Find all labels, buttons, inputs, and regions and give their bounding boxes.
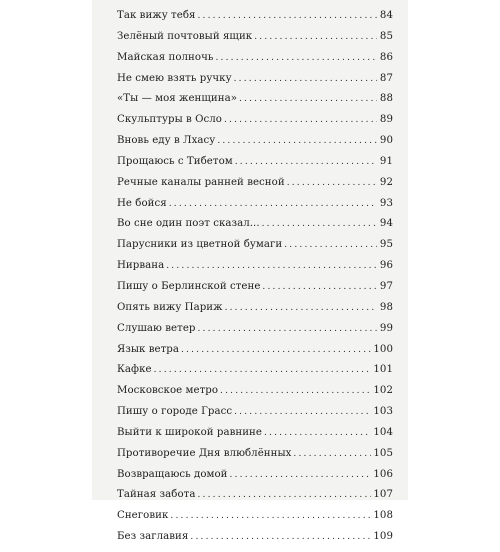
toc-entry-title: Во сне один поэт сказал...: [117, 218, 260, 230]
toc-entry: [117, 302, 393, 323]
toc-entry-page: 96: [379, 260, 393, 272]
toc-entry-title: Слушаю ветер: [117, 322, 196, 334]
toc-entry-page: 109: [373, 531, 393, 543]
toc-entry-title: Скульптуры в Осло: [117, 114, 222, 126]
toc-entry-leader: [190, 532, 371, 542]
toc-entry-title: Язык ветра: [117, 343, 179, 355]
toc-entry-page: 95: [379, 239, 393, 251]
toc-entry-page: 99: [379, 322, 393, 334]
toc-entry-leader: [262, 282, 377, 292]
toc-entry-leader: [287, 178, 377, 188]
toc-entry-leader: [264, 428, 371, 438]
toc-entry-title: Зелёный почтовый ящик: [117, 30, 253, 42]
toc-entry: [117, 198, 393, 219]
toc-entry-leader: [217, 136, 377, 146]
toc-entry-title: Не смею взять ручку: [117, 72, 232, 84]
toc-entry-title: Опять вижу Париж: [117, 301, 223, 313]
toc-entry-leader: [262, 219, 377, 229]
toc-entry: [117, 364, 393, 385]
toc-entry-page: 86: [379, 51, 393, 63]
toc-entry-page: 102: [373, 385, 393, 397]
toc-entry: [117, 427, 393, 448]
toc-entry-page: 91: [379, 155, 393, 167]
toc-entry-title: Речные каналы ранней весной: [117, 176, 285, 188]
toc-entry-leader: [170, 511, 371, 521]
toc-entry-leader: [239, 94, 377, 104]
toc-entry-page: 101: [373, 364, 393, 376]
toc-entry-leader: [197, 11, 377, 21]
toc-entry: [117, 31, 393, 52]
toc-entry: [117, 385, 393, 406]
toc-entry: [117, 510, 393, 531]
toc-entry-page: 106: [373, 468, 393, 480]
toc-entry: [117, 448, 393, 469]
toc-entry-title: Выйти к широкой равнине: [117, 426, 262, 438]
toc-entry-title: Нирвана: [117, 260, 165, 272]
toc-entry-page: 85: [379, 30, 393, 42]
toc-entry: [117, 323, 393, 344]
toc-entry: [117, 114, 393, 135]
toc-entry-page: 108: [373, 510, 393, 522]
toc-entry-page: 100: [373, 343, 393, 355]
toc-entry: [117, 260, 393, 281]
toc-entry-leader: [224, 115, 377, 125]
toc-entry-leader: [230, 470, 372, 480]
toc-entry-leader: [197, 324, 377, 334]
toc-entry: [117, 239, 393, 260]
toc-entry-leader: [154, 365, 372, 375]
toc-entry: [117, 73, 393, 94]
toc-entry-title: Так вижу тебя: [117, 10, 196, 21]
toc-entry-page: 97: [379, 280, 393, 292]
toc-entry-page: 104: [373, 426, 393, 438]
right-margin: [408, 0, 500, 500]
toc-entry-page: 107: [373, 489, 393, 501]
toc-entry-title: Тайная забота: [117, 489, 196, 501]
toc-entry-leader: [220, 386, 371, 396]
toc-entry-leader: [225, 303, 377, 313]
toc-entry-title: Снеговик: [117, 510, 169, 522]
toc-entry-title: Вновь еду в Лхасу: [117, 135, 216, 147]
toc-entry: [117, 406, 393, 427]
toc-entry-page: 88: [379, 93, 393, 105]
toc-entry-title: Не бойся: [117, 197, 167, 209]
toc-entry-leader: [166, 261, 377, 271]
toc-entry-leader: [169, 199, 377, 209]
toc-entry: [117, 177, 393, 198]
toc-entry-title: Майская полночь: [117, 51, 214, 63]
toc-entry-title: Противоречие Дня влюблённых: [117, 447, 292, 459]
toc-entry-page: 93: [379, 197, 393, 209]
toc-entry-title: «Ты — моя женщина»: [117, 93, 237, 105]
toc-entry: [117, 10, 393, 31]
toc-entry-leader: [254, 32, 377, 42]
toc-entry-leader: [215, 53, 377, 63]
toc-entry-title: Кафке: [117, 364, 152, 376]
toc-entry-title: Возвращаюсь домой: [117, 468, 228, 480]
toc-entry: [117, 52, 393, 73]
table-of-contents: [117, 10, 393, 552]
toc-entry-leader: [235, 157, 377, 167]
toc-entry-title: Пишу о городе Грасс: [117, 406, 233, 418]
toc-entry-page: 90: [379, 135, 393, 147]
toc-entry-leader: [234, 74, 377, 84]
toc-entry: [117, 93, 393, 114]
toc-entry-title: Прощаюсь с Тибетом: [117, 155, 233, 167]
toc-entry-title: Московское метро: [117, 385, 219, 397]
toc-entry-leader: [293, 449, 371, 459]
toc-entry: [117, 344, 393, 365]
toc-entry-page: 103: [373, 406, 393, 418]
toc-entry: [117, 218, 393, 239]
toc-entry: [117, 281, 393, 302]
toc-entry-page: 89: [379, 114, 393, 126]
toc-entry-page: 94: [379, 218, 393, 230]
toc-entry: [117, 531, 393, 552]
toc-entry-leader: [197, 490, 371, 500]
toc-entry: [117, 469, 393, 490]
toc-entry-title: Без заглавия: [117, 531, 189, 543]
left-margin: [0, 0, 92, 500]
toc-entry-title: Пишу о Берлинской стене: [117, 280, 261, 292]
toc-entry-page: 87: [379, 72, 393, 84]
toc-entry-title: Парусники из цветной бумаги: [117, 239, 283, 251]
toc-entry-page: 98: [379, 301, 393, 313]
toc-entry-page: 105: [373, 447, 393, 459]
toc-entry-page: 84: [379, 10, 393, 21]
toc-entry: [117, 135, 393, 156]
toc-entry-page: 92: [379, 176, 393, 188]
toc-entry-leader: [181, 345, 371, 355]
toc-entry: [117, 156, 393, 177]
toc-entry-leader: [284, 240, 377, 250]
toc-entry-leader: [234, 407, 371, 417]
